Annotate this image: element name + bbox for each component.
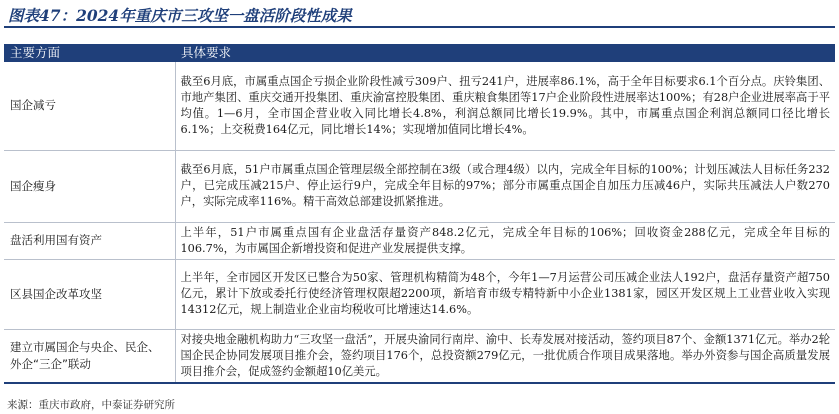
row-aspect-loss-reduction: 国企减亏 [4, 62, 175, 150]
table-row [4, 329, 835, 383]
row-aspect-county-reform: 区县国企改革攻坚 [4, 259, 175, 329]
figure-title: 图表47：2024年重庆市三攻坚一盘活阶段性成果 [8, 6, 352, 25]
table-header-row [4, 44, 835, 62]
title-bar [4, 2, 835, 28]
row-requirement-loss-reduction: 截至6月底，市属重点国企亏损企业阶段性减亏309户、扭亏241户，进展率86.1%，高于全年目标要求6.1个百分点。庆铃集团、市地产集团、重庆交通开投集团、重庆渝富控股集团、重庆粮食集团等17户企业阶段性进展率达100%；有28户企业进展率高于平均值。1—6月，全市国企营业收入同比增长4.8%，利润总额同比增长19.9%。其中，市属重点国企利润总额同口径比增长6.1%；上交税费164亿元，同比增长14%；实现增加值同比增长4%。 [175, 62, 835, 150]
row-requirement-county-reform: 上半年，全市园区开发区已整合为50家、管理机构精简为48个，今年1—7月运营公司压减企业法人192户，盘活存量资产超750亿元，累计下放或委托行使经济管理权限超2200项，新培育市级专精特新中小企业1381家，园区开发区规上工业营业收入实现14312亿元，规上制造业企业亩均税收可比增速达14.6%。 [175, 259, 835, 329]
row-requirement-asset-revitalization: 上半年，51户市属重点国有企业盘活存量资产848.2亿元，完成全年目标的106%；回收资金288亿元，完成全年目标的106.7%，为市属国企新增投资和促进产业发展提供支撑。 [175, 222, 835, 259]
table-row [4, 222, 835, 259]
row-requirement-three-enterprise-linkage: 对接央地金融机构助力“三攻坚一盘活”，开展央渝同行南岸、渝中、长寿发展对接活动，签约项目87个、金额1371亿元。举办2轮国企民企协同发展项目推介会，签约项目176个，总投资额279亿元，一批优质合作项目成果落地。举办外资参与国企高质量发展项目推介会，促成签约金额超10亿美元。 [175, 329, 835, 383]
source-note: 来源：重庆市政府，中泰证券研究所 [7, 399, 175, 411]
table-row [4, 150, 835, 222]
header-aspect: 主要方面 [4, 44, 175, 62]
row-aspect-asset-revitalization: 盘活利用国有资产 [4, 222, 175, 259]
table-row [4, 62, 835, 150]
header-requirement: 具体要求 [175, 44, 835, 62]
table-row [4, 259, 835, 329]
row-aspect-slimming: 国企瘦身 [4, 150, 175, 222]
row-requirement-slimming: 截至6月底，51户市属重点国企管理层级全部控制在3级（或合理4级）以内，完成全年目标的100%；计划压减法人目标任务232户，已完成压减215户、停止运行9户，完成全年目标的97%；部分市属重点国企自加压力压减46户，实际共压减法人户数270户，实际完成率116%。精干高效总部建设抓紧推进。 [175, 150, 835, 222]
results-table [4, 44, 835, 384]
row-aspect-three-enterprise-linkage: 建立市属国企与央企、民企、外企“三企”联动 [4, 329, 175, 383]
